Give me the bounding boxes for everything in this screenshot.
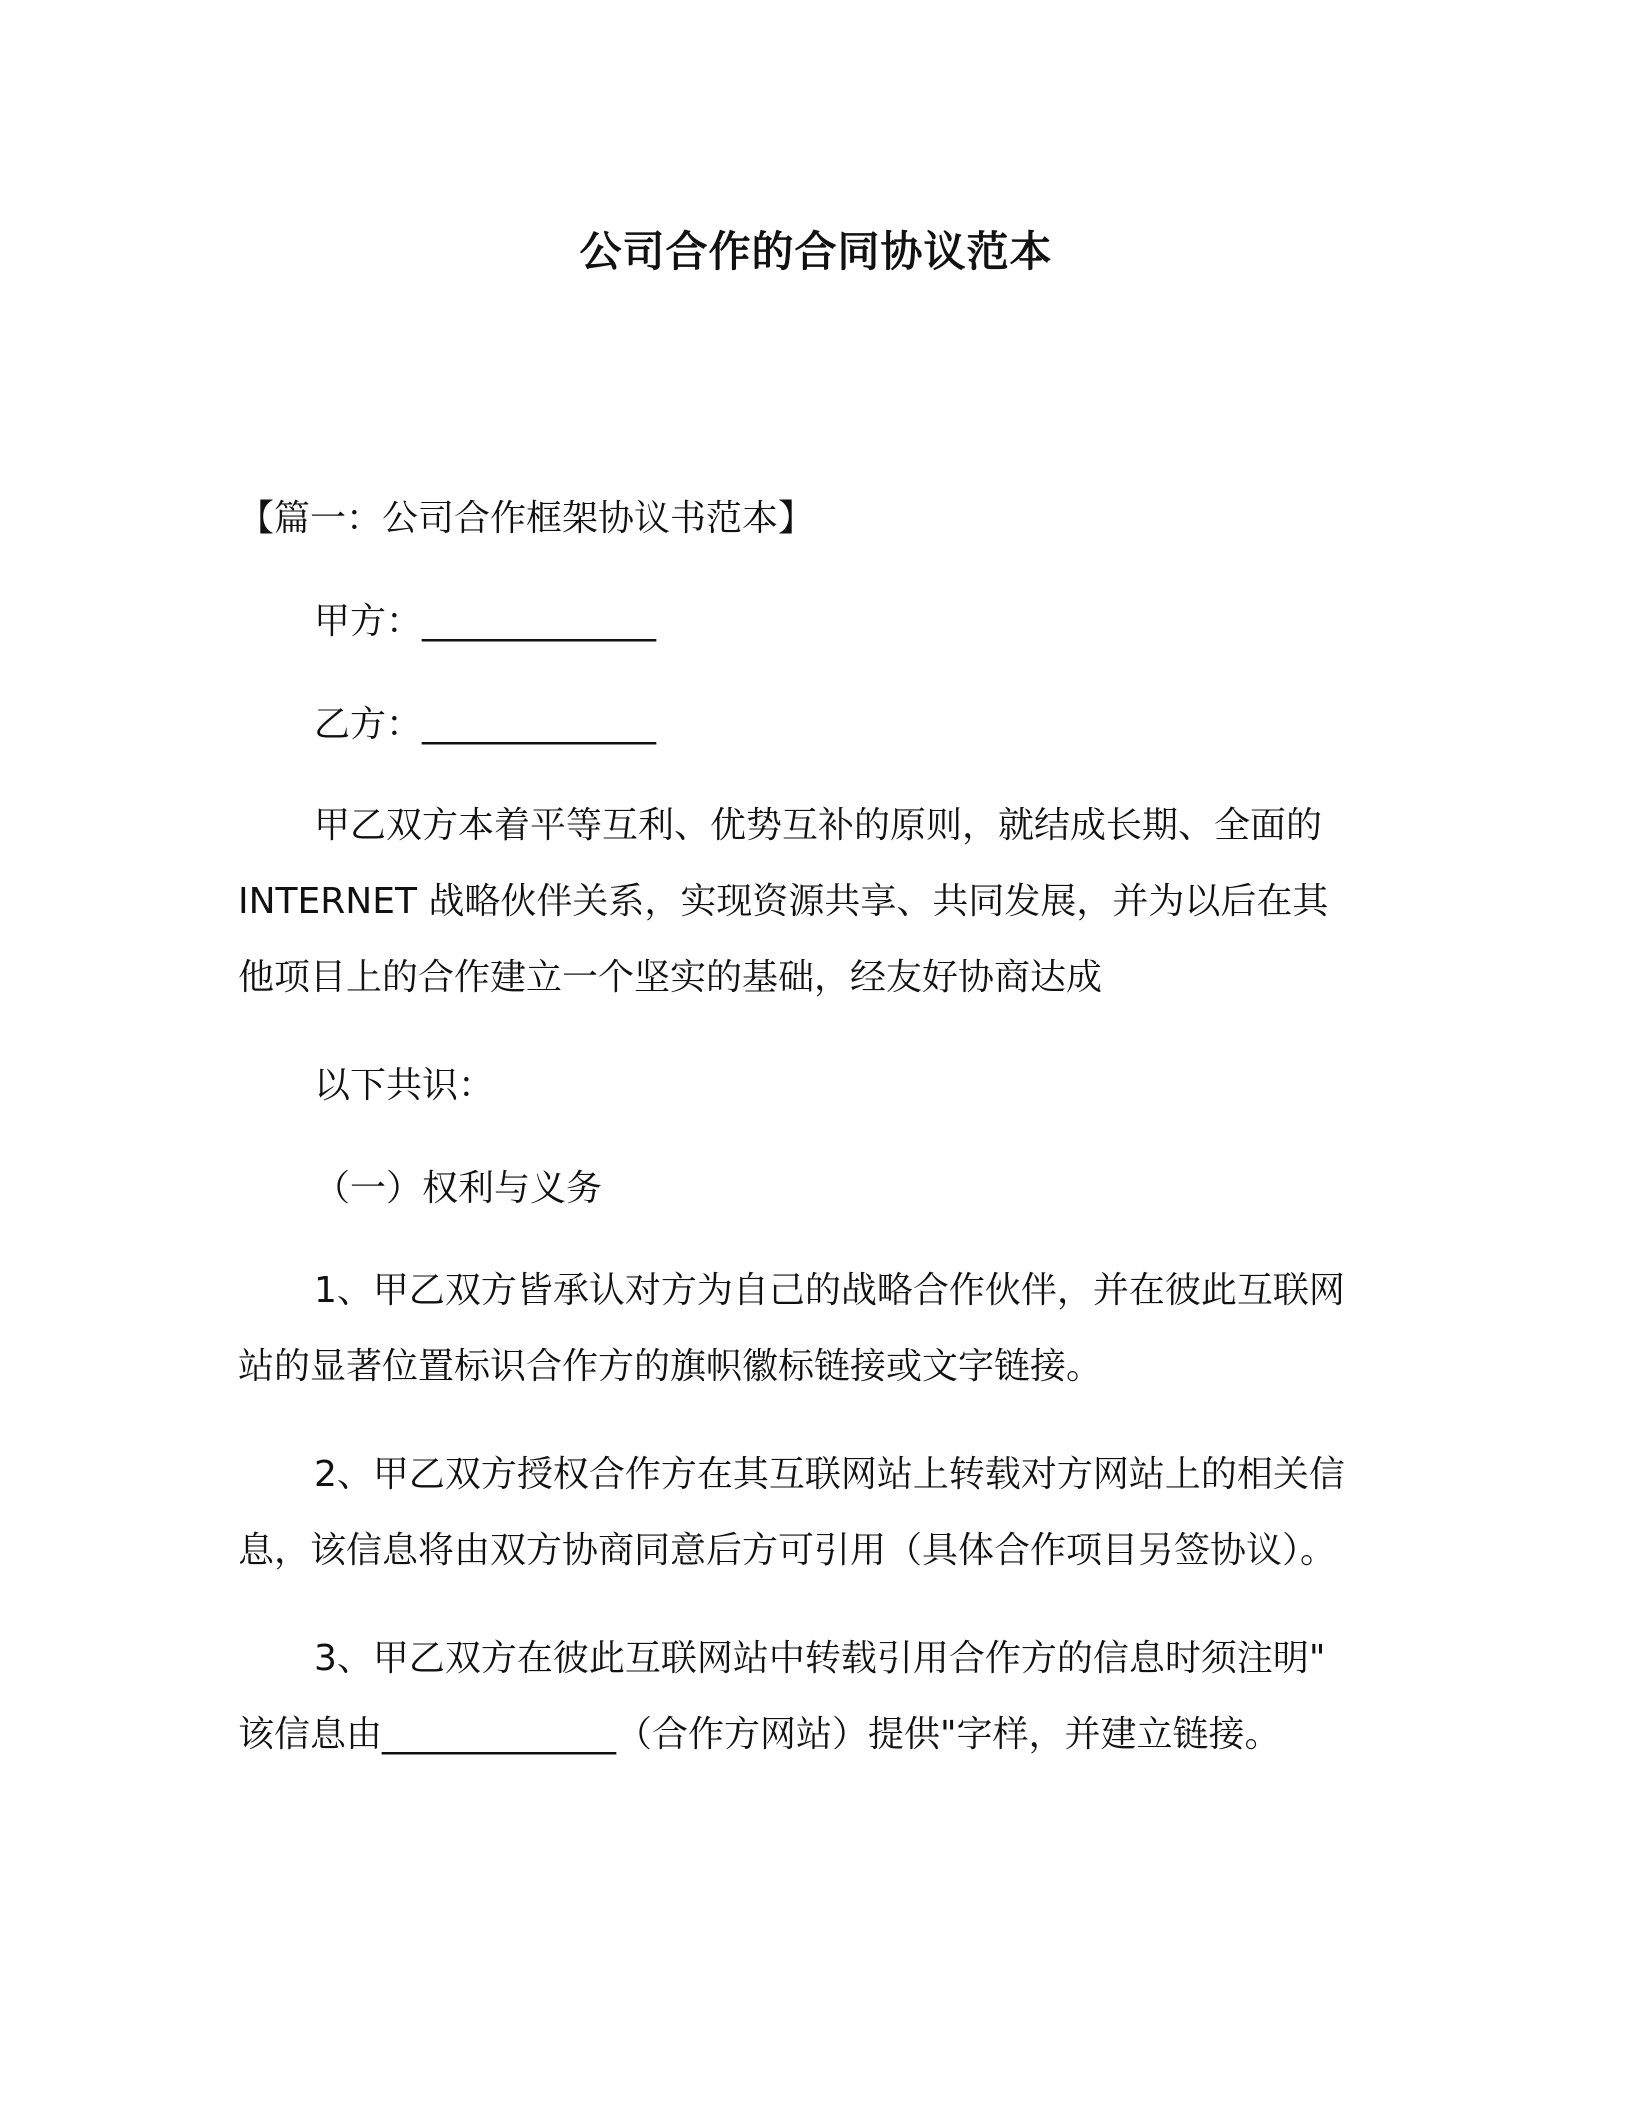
intro-line-3: 他项目上的合作建立一个坚实的基础，经友好协商达成 [238,957,1103,998]
clause-2 [238,1437,1345,1589]
document-title: 公司合作的合同协议范本 [579,227,1053,276]
party-b-line: 乙方：_____________ [314,704,657,745]
intro-paragraph [238,788,1328,1016]
clause-1-line-1: 1、甲乙双方皆承认对方为自己的战略合作伙伴，并在彼此互联网 [314,1270,1345,1311]
clause-3-line-2: 该信息由_____________（合作方网站）提供"字样，并建立链接。 [238,1714,1281,1755]
subsection-heading: （一）权利与义务 [314,1168,603,1209]
intro-line-2: INTERNET 战略伙伴关系，实现资源共享、共同发展，并为以后在其 [238,881,1329,922]
clause-2-line-2: 息，该信息将由双方协商同意后方可引用（具体合作项目另签协议）。 [238,1530,1337,1571]
clause-1-line-2: 站的显著位置标识合作方的旗帜徽标链接或文字链接。 [238,1346,1103,1387]
section-heading: 【篇一：公司合作框架协议书范本】 [238,498,815,539]
party-a-line: 甲方：_____________ [314,601,657,642]
intro-line-1: 甲乙双方本着平等互利、优势互补的原则，就结成长期、全面的 [314,805,1323,846]
consensus-line: 以下共识： [314,1065,495,1106]
clause-2-line-1: 2、甲乙双方授权合作方在其互联网站上转载对方网站上的相关信 [314,1454,1345,1495]
clause-3 [238,1621,1325,1773]
clause-1 [238,1253,1345,1405]
clause-3-line-1: 3、甲乙双方在彼此互联网站中转载引用合作方的信息时须注明" [314,1638,1326,1679]
